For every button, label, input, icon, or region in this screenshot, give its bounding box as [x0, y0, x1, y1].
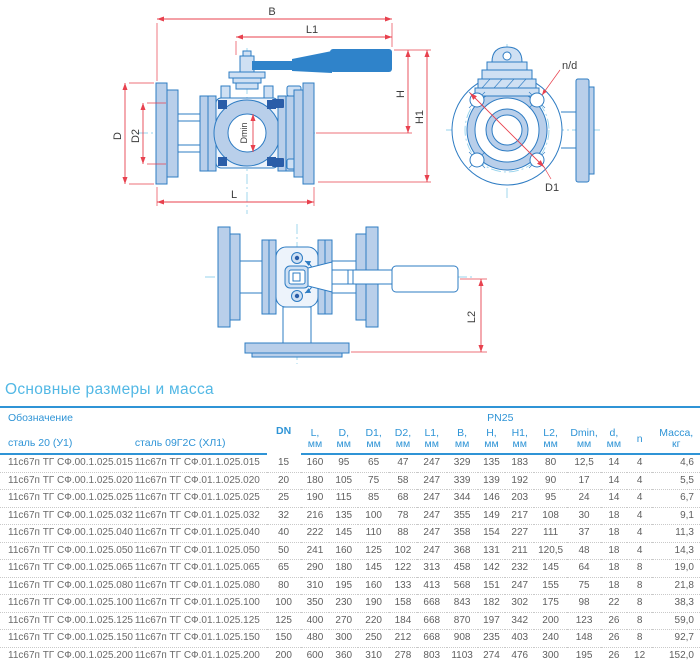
value-cell: 12,5: [574, 457, 594, 468]
value-cell: 1103: [447, 647, 478, 664]
value-cell: 9,1: [652, 507, 700, 525]
value-cell: 48: [567, 542, 601, 560]
value-cell: 145: [329, 525, 358, 543]
front-view: [112, 6, 431, 214]
column-header: B, мм: [447, 426, 478, 454]
value-cell: 313: [417, 560, 447, 578]
value-cell: 197: [478, 612, 506, 630]
value-cell: 413: [417, 577, 447, 595]
value-cell: 111: [534, 525, 567, 543]
value-cell: 241: [301, 542, 330, 560]
value-cell: 40: [267, 525, 301, 543]
value-cell: 476: [505, 647, 534, 664]
value-cell: 568: [447, 577, 478, 595]
value-cell: 18: [601, 577, 627, 595]
value-cell: 158: [389, 595, 417, 613]
dim-label-l2: L2: [466, 310, 478, 324]
value-cell: 21,8: [652, 577, 700, 595]
value-cell: 146: [478, 490, 506, 508]
value-cell: 270: [329, 612, 358, 630]
value-cell: 203: [505, 490, 534, 508]
value-cell: 150: [267, 630, 301, 648]
column-header: Масса, кг: [652, 426, 700, 454]
value-cell: 310: [301, 577, 330, 595]
column-header: H1, мм: [505, 426, 534, 454]
value-cell: 26: [601, 647, 627, 664]
value-cell: 247: [417, 542, 447, 560]
designation-cell: 11с67п ТГ СФ.00.1.025.020: [0, 472, 135, 490]
value-cell: 195: [329, 577, 358, 595]
value-cell: 80: [545, 457, 557, 468]
dim-label-h1: H1: [414, 109, 426, 125]
value-cell: 100: [358, 507, 389, 525]
value-cell: 183: [511, 457, 529, 468]
designation-cell: 11с67п ТГ СФ.01.1.025.050: [135, 542, 267, 560]
designation-cell: 11с67п ТГ СФ.00.1.025.100: [0, 595, 135, 613]
designation-cell: 11с67п ТГ СФ.00.1.025.065: [0, 560, 135, 578]
designation-cell: 11с67п ТГ СФ.00.1.025.125: [0, 612, 135, 630]
value-cell: 247: [417, 525, 447, 543]
table-row: [0, 472, 700, 490]
value-cell: 98: [567, 595, 601, 613]
value-cell: 85: [358, 490, 389, 508]
dim-label-b: B: [268, 6, 276, 18]
value-cell: 4: [627, 507, 653, 525]
value-cell: 15: [278, 456, 290, 468]
value-cell: 600: [301, 647, 330, 664]
value-cell: 26: [601, 612, 627, 630]
value-cell: 329: [453, 457, 471, 468]
value-cell: 230: [329, 595, 358, 613]
value-cell: 180: [301, 472, 330, 490]
value-cell: 88: [389, 525, 417, 543]
value-cell: 250: [358, 630, 389, 648]
value-cell: 75: [358, 472, 389, 490]
column-header: L2, мм: [534, 426, 567, 454]
designation-cell: 11с67п ТГ СФ.01.1.025.080: [135, 577, 267, 595]
value-cell: 14,3: [652, 542, 700, 560]
dimensions-table: [0, 406, 700, 664]
value-cell: 458: [447, 560, 478, 578]
value-cell: 148: [567, 630, 601, 648]
designation-cell: 11с67п ТГ СФ.01.1.025.020: [135, 472, 267, 490]
value-cell: 200: [534, 612, 567, 630]
designation-cell: 11с67п ТГ СФ.01.1.025.040: [135, 525, 267, 543]
column-header: L, мм: [301, 426, 330, 454]
value-cell: 139: [478, 472, 506, 490]
pn-group-header: PN25: [301, 407, 700, 426]
value-cell: 30: [567, 507, 601, 525]
dim-label-dmin: Dmin: [239, 122, 249, 144]
table-body: [0, 454, 700, 664]
table-row: [0, 525, 700, 543]
value-cell: 38,3: [652, 595, 700, 613]
valve-handle-top: [308, 262, 458, 292]
value-cell: 222: [301, 525, 330, 543]
value-cell: 360: [329, 647, 358, 664]
value-cell: 403: [505, 630, 534, 648]
value-cell: 200: [267, 647, 301, 664]
dim-label-nd: n/d: [562, 60, 578, 72]
value-cell: 274: [478, 647, 506, 664]
value-cell: 4: [636, 457, 643, 468]
designation-cell: 11с67п ТГ СФ.00.1.025.200: [0, 647, 135, 664]
value-cell: 368: [447, 542, 478, 560]
value-cell: 32: [267, 507, 301, 525]
value-cell: 342: [505, 612, 534, 630]
value-cell: 78: [389, 507, 417, 525]
value-cell: 142: [478, 560, 506, 578]
value-cell: 160: [358, 577, 389, 595]
value-cell: 131: [478, 542, 506, 560]
side-view: [446, 44, 602, 198]
value-cell: 4,6: [680, 457, 694, 468]
value-cell: 18: [601, 507, 627, 525]
table-header: [0, 407, 700, 454]
value-cell: 190: [358, 595, 389, 613]
value-cell: 125: [267, 612, 301, 630]
designation-cell: 11с67п ТГ СФ.01.1.025.100: [135, 595, 267, 613]
value-cell: 22: [601, 595, 627, 613]
dn-column-header: DN: [267, 407, 301, 454]
value-cell: 211: [505, 542, 534, 560]
steel1-column-header: сталь 20 (У1): [0, 426, 135, 454]
value-cell: 18: [601, 525, 627, 543]
designation-cell: 11с67п ТГ СФ.01.1.025.200: [135, 647, 267, 664]
value-cell: 4: [627, 525, 653, 543]
designation-cell: 11с67п ТГ СФ.00.1.025.150: [0, 630, 135, 648]
value-cell: 11,3: [652, 525, 700, 543]
value-cell: 68: [389, 490, 417, 508]
column-header: H, мм: [478, 426, 506, 454]
table-row: [0, 542, 700, 560]
value-cell: 19,0: [652, 560, 700, 578]
designation-cell: 11с67п ТГ СФ.01.1.025.025: [135, 490, 267, 508]
value-cell: 18: [601, 560, 627, 578]
value-cell: 4: [627, 472, 653, 490]
value-cell: 668: [417, 595, 447, 613]
value-cell: 175: [534, 595, 567, 613]
value-cell: 95: [534, 490, 567, 508]
value-cell: 908: [447, 630, 478, 648]
designation-cell: 11с67п ТГ СФ.00.1.025.040: [0, 525, 135, 543]
value-cell: 24: [567, 490, 601, 508]
value-cell: 195: [567, 647, 601, 664]
value-cell: 803: [417, 647, 447, 664]
designation-group-header: Обозначение: [0, 407, 267, 426]
value-cell: 8: [627, 630, 653, 648]
value-cell: 102: [389, 542, 417, 560]
designation-cell: 11с67п ТГ СФ.00.1.025.080: [0, 577, 135, 595]
designation-cell: 11с67п ТГ СФ.00.1.025.032: [0, 507, 135, 525]
value-cell: 227: [505, 525, 534, 543]
value-cell: 135: [483, 457, 500, 468]
value-cell: 120,5: [534, 542, 567, 560]
value-cell: 154: [478, 525, 506, 543]
value-cell: 65: [267, 560, 301, 578]
value-cell: 152,0: [652, 647, 700, 664]
value-cell: 300: [329, 630, 358, 648]
column-header: L1, мм: [417, 426, 447, 454]
value-cell: 180: [329, 560, 358, 578]
value-cell: 37: [567, 525, 601, 543]
designation-cell: 11с67п ТГ СФ.01.1.025.032: [135, 507, 267, 525]
value-cell: 290: [301, 560, 330, 578]
value-cell: 247: [417, 507, 447, 525]
value-cell: 18: [601, 542, 627, 560]
value-cell: 192: [505, 472, 534, 490]
table-row: [0, 595, 700, 613]
value-cell: 125: [358, 542, 389, 560]
table-row: [0, 577, 700, 595]
column-header: D2, мм: [389, 426, 417, 454]
value-cell: 302: [505, 595, 534, 613]
value-cell: 870: [447, 612, 478, 630]
steel2-column-header: сталь 09Г2С (ХЛ1): [135, 426, 267, 454]
value-cell: 843: [447, 595, 478, 613]
value-cell: 75: [567, 577, 601, 595]
value-cell: 80: [267, 577, 301, 595]
value-cell: 232: [505, 560, 534, 578]
value-cell: 65: [368, 457, 380, 468]
column-header: n: [627, 426, 653, 454]
designation-cell: 11с67п ТГ СФ.01.1.025.150: [135, 630, 267, 648]
value-cell: 4: [627, 490, 653, 508]
value-cell: 25: [267, 490, 301, 508]
value-cell: 122: [389, 560, 417, 578]
value-cell: 247: [505, 577, 534, 595]
value-cell: 12: [627, 647, 653, 664]
value-cell: 160: [306, 457, 324, 468]
value-cell: 182: [478, 595, 506, 613]
value-cell: 668: [417, 630, 447, 648]
value-cell: 8: [627, 612, 653, 630]
value-cell: 90: [534, 472, 567, 490]
dim-label-d1: D1: [545, 182, 560, 194]
value-cell: 310: [358, 647, 389, 664]
value-cell: 17: [567, 472, 601, 490]
value-cell: 217: [505, 507, 534, 525]
value-cell: 123: [567, 612, 601, 630]
table-row: [0, 454, 700, 472]
value-cell: 216: [301, 507, 330, 525]
value-cell: 92,7: [652, 630, 700, 648]
value-cell: 8: [627, 577, 653, 595]
value-cell: 344: [447, 490, 478, 508]
value-cell: 64: [567, 560, 601, 578]
value-cell: 235: [478, 630, 506, 648]
value-cell: 14: [601, 490, 627, 508]
value-cell: 151: [478, 577, 506, 595]
table-row: [0, 612, 700, 630]
value-cell: 6,7: [652, 490, 700, 508]
value-cell: 278: [389, 647, 417, 664]
column-header: Dmin, мм: [567, 426, 601, 454]
column-header: d, мм: [601, 426, 627, 454]
value-cell: 212: [389, 630, 417, 648]
value-cell: 115: [329, 490, 358, 508]
section-title: Основные размеры и масса: [5, 381, 214, 398]
value-cell: 145: [534, 560, 567, 578]
value-cell: 4: [627, 542, 653, 560]
value-cell: 355: [447, 507, 478, 525]
value-cell: 247: [417, 490, 447, 508]
value-cell: 59,0: [652, 612, 700, 630]
value-cell: 108: [534, 507, 567, 525]
value-cell: 135: [329, 507, 358, 525]
table-row: [0, 560, 700, 578]
value-cell: 155: [534, 577, 567, 595]
table-row: [0, 507, 700, 525]
value-cell: 58: [389, 472, 417, 490]
column-header: D1, мм: [358, 426, 389, 454]
value-cell: 145: [358, 560, 389, 578]
designation-cell: 11с67п ТГ СФ.00.1.025.015: [8, 457, 133, 468]
value-cell: 247: [423, 457, 441, 468]
value-cell: 400: [301, 612, 330, 630]
value-cell: 184: [389, 612, 417, 630]
value-cell: 190: [301, 490, 330, 508]
value-cell: 358: [447, 525, 478, 543]
value-cell: 50: [267, 542, 301, 560]
value-cell: 480: [301, 630, 330, 648]
value-cell: 95: [338, 457, 350, 468]
value-cell: 14: [601, 472, 627, 490]
value-cell: 668: [417, 612, 447, 630]
dim-label-l: L: [230, 189, 238, 201]
value-cell: 8: [627, 560, 653, 578]
value-cell: 339: [447, 472, 478, 490]
value-cell: 5,5: [652, 472, 700, 490]
top-view: [205, 224, 487, 364]
table-row: [0, 630, 700, 648]
value-cell: 8: [627, 595, 653, 613]
value-cell: 350: [301, 595, 330, 613]
value-cell: 133: [389, 577, 417, 595]
designation-cell: 11с67п ТГ СФ.01.1.025.015: [134, 457, 260, 468]
value-cell: 149: [478, 507, 506, 525]
dim-label-d2: D2: [130, 128, 142, 144]
dim-label-l1: L1: [305, 24, 319, 36]
designation-cell: 11с67п ТГ СФ.01.1.025.125: [135, 612, 267, 630]
table-row: [0, 490, 700, 508]
designation-cell: 11с67п ТГ СФ.01.1.025.065: [135, 560, 267, 578]
value-cell: 110: [358, 525, 389, 543]
value-cell: 105: [329, 472, 358, 490]
designation-cell: 11с67п ТГ СФ.00.1.025.025: [0, 490, 135, 508]
table-row: [0, 647, 700, 664]
value-cell: 300: [534, 647, 567, 664]
dim-label-h: H: [395, 90, 407, 98]
value-cell: 14: [608, 457, 620, 468]
value-cell: 240: [534, 630, 567, 648]
value-cell: 20: [267, 472, 301, 490]
valve-handle: [252, 49, 392, 73]
value-cell: 160: [329, 542, 358, 560]
value-cell: 100: [267, 595, 301, 613]
value-cell: 220: [358, 612, 389, 630]
column-header: D, мм: [329, 426, 358, 454]
dim-label-d: D: [112, 132, 124, 140]
value-cell: 47: [397, 457, 409, 468]
value-cell: 247: [417, 472, 447, 490]
designation-cell: 11с67п ТГ СФ.00.1.025.050: [0, 542, 135, 560]
value-cell: 26: [601, 630, 627, 648]
